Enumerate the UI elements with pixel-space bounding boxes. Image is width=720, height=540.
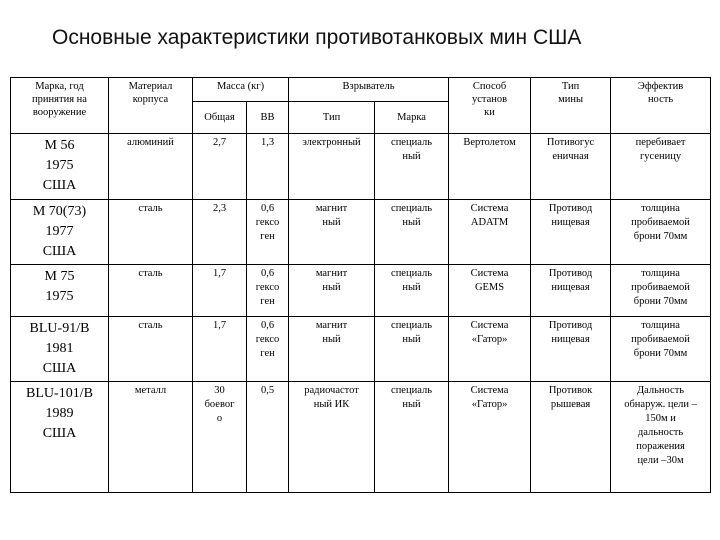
cell-mass-vv: 1,3 — [247, 134, 289, 200]
header-material: Материал корпуса — [109, 78, 193, 134]
header-effectiveness: Эффектив ность — [611, 78, 711, 134]
cell-fuze-type: электронный — [289, 134, 375, 200]
cell-method: Система «Гатор» — [449, 382, 531, 493]
header-mass-vv: ВВ — [247, 102, 289, 134]
cell-brand: М 75 1975 — [11, 265, 109, 317]
cell-mine-type: Противод нищевая — [531, 265, 611, 317]
cell-mass-vv: 0,6 гексо ген — [247, 200, 289, 265]
cell-method: Система «Гатор» — [449, 317, 531, 382]
cell-fuze-mark: специаль ный — [375, 134, 449, 200]
cell-mass-total: 30 боевог о — [193, 382, 247, 493]
header-method: Способ установ ки — [449, 78, 531, 134]
cell-effectiveness: толщина пробиваемой брони 70мм — [611, 200, 711, 265]
header-brand: Марка, год принятия на вооружение — [11, 78, 109, 134]
cell-brand: М 56 1975 США — [11, 134, 109, 200]
cell-material: сталь — [109, 265, 193, 317]
cell-fuze-mark: специаль ный — [375, 317, 449, 382]
cell-brand: М 70(73) 1977 США — [11, 200, 109, 265]
cell-method: Вертолетом — [449, 134, 531, 200]
cell-fuze-type: магнит ный — [289, 317, 375, 382]
cell-effectiveness: Дальность обнаруж. цели – 150м и дальность поражения цели –30м — [611, 382, 711, 493]
cell-material: металл — [109, 382, 193, 493]
cell-mass-vv: 0,6 гексо ген — [247, 265, 289, 317]
cell-fuze-mark: специаль ный — [375, 200, 449, 265]
cell-mine-type: Противок рышевая — [531, 382, 611, 493]
page-title: Основные характеристики противотанковых мин США — [52, 26, 582, 49]
cell-mine-type: Потивогус еничная — [531, 134, 611, 200]
header-fuze-mark: Марка — [375, 102, 449, 134]
cell-effectiveness: перебивает гусеницу — [611, 134, 711, 200]
cell-fuze-type: радиочастот ный ИК — [289, 382, 375, 493]
cell-fuze-type: магнит ный — [289, 200, 375, 265]
cell-mine-type: Противод нищевая — [531, 317, 611, 382]
cell-effectiveness: толщина пробиваемой брони 70мм — [611, 265, 711, 317]
header-mass: Масса (кг) — [193, 78, 289, 102]
table-row — [11, 134, 711, 200]
cell-mass-vv: 0,5 — [247, 382, 289, 493]
cell-mass-total: 1,7 — [193, 317, 247, 382]
cell-mass-vv: 0,6 гексо ген — [247, 317, 289, 382]
cell-mass-total: 1,7 — [193, 265, 247, 317]
cell-effectiveness: толщина пробиваемой брони 70мм — [611, 317, 711, 382]
cell-brand: BLU-101/B 1989 США — [11, 382, 109, 493]
mines-table — [10, 77, 711, 493]
header-fuze: Взрыватель — [289, 78, 449, 102]
table-row — [11, 265, 711, 317]
header-mass-total: Общая — [193, 102, 247, 134]
cell-method: Система GEMS — [449, 265, 531, 317]
cell-mass-total: 2,3 — [193, 200, 247, 265]
cell-brand: BLU-91/B 1981 США — [11, 317, 109, 382]
cell-fuze-mark: специаль ный — [375, 265, 449, 317]
table-row — [11, 200, 711, 265]
header-mine-type: Тип мины — [531, 78, 611, 134]
cell-mine-type: Противод нищевая — [531, 200, 611, 265]
cell-material: сталь — [109, 317, 193, 382]
cell-mass-total: 2,7 — [193, 134, 247, 200]
cell-material: алюминий — [109, 134, 193, 200]
table-row — [11, 317, 711, 382]
header-fuze-type: Тип — [289, 102, 375, 134]
cell-fuze-mark: специаль ный — [375, 382, 449, 493]
cell-fuze-type: магнит ный — [289, 265, 375, 317]
table-row — [11, 382, 711, 493]
cell-method: Система ADATM — [449, 200, 531, 265]
cell-material: сталь — [109, 200, 193, 265]
